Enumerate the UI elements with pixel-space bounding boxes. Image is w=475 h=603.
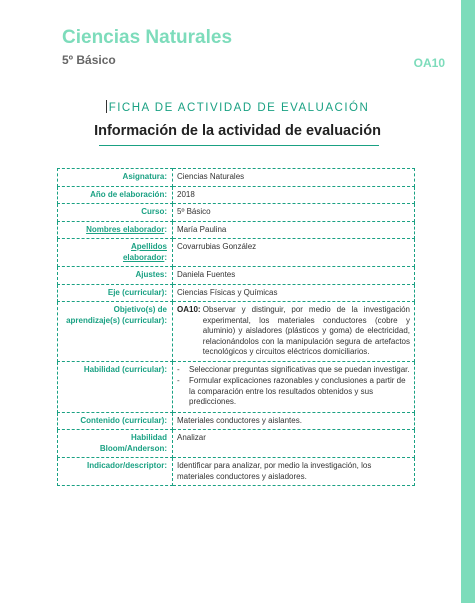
label-suffix: : bbox=[164, 252, 167, 262]
document-title: Información de la actividad de evaluación bbox=[94, 123, 381, 139]
row-label: Objetivo(s) de aprendizaje(s) (curricular): bbox=[58, 302, 173, 362]
label-suffix: : bbox=[164, 224, 167, 234]
row-label: Asignatura: bbox=[58, 169, 173, 187]
text-cursor bbox=[106, 100, 107, 113]
table-row bbox=[58, 221, 415, 239]
list-item bbox=[177, 376, 410, 408]
table-row bbox=[58, 204, 415, 222]
row-value: Ciencias Físicas y Químicas bbox=[173, 284, 415, 302]
header-subject: Ciencias Naturales bbox=[62, 27, 233, 48]
bullet-dash: - bbox=[177, 376, 180, 385]
row-value: Covarrubias González bbox=[173, 239, 415, 267]
row-label: Indicador/descriptor: bbox=[58, 458, 173, 486]
list-item-text: Formular explicaciones razonables y conclusiones a partir de la comparación entre los resultados obtenidos y sus predicciones. bbox=[189, 376, 406, 406]
kicker-text: FICHA DE ACTIVIDAD DE EVALUACIÓN bbox=[108, 102, 370, 114]
row-value: Ciencias Naturales bbox=[173, 169, 415, 187]
row-label: Habilidad (curricular): bbox=[58, 361, 173, 412]
row-label: Habilidad Bloom/Anderson: bbox=[58, 430, 173, 458]
row-value: Daniela Fuentes bbox=[173, 267, 415, 285]
table-row bbox=[58, 430, 415, 458]
row-value bbox=[173, 361, 415, 412]
row-label bbox=[58, 221, 173, 239]
table-row bbox=[58, 412, 415, 430]
row-label bbox=[58, 239, 173, 267]
row-value: 2018 bbox=[173, 186, 415, 204]
row-value: María Paulina bbox=[173, 221, 415, 239]
header-grade: 5º Básico bbox=[62, 53, 116, 67]
activity-info-table bbox=[57, 168, 415, 486]
table-row bbox=[58, 169, 415, 187]
row-value: 5º Básico bbox=[173, 204, 415, 222]
row-label: Ajustes: bbox=[58, 267, 173, 285]
objective-block bbox=[177, 305, 410, 358]
label-underlined-line1: Apellidos bbox=[130, 242, 167, 251]
decorative-side-bar bbox=[461, 0, 475, 603]
table-row bbox=[58, 186, 415, 204]
objective-code: OA10: bbox=[177, 305, 201, 314]
row-label: Eje (curricular): bbox=[58, 284, 173, 302]
label-underlined: Nombres elaborador bbox=[86, 224, 165, 234]
list-item bbox=[177, 365, 410, 376]
row-label: Curso: bbox=[58, 204, 173, 222]
title-underline bbox=[99, 145, 379, 146]
label-underlined-line2: elaborador bbox=[122, 252, 165, 262]
table-row bbox=[58, 302, 415, 362]
list-item-text: Seleccionar preguntas significativas que se puedan investigar. bbox=[189, 364, 410, 374]
table-row bbox=[58, 361, 415, 412]
table-row bbox=[58, 267, 415, 285]
table-row bbox=[58, 239, 415, 267]
row-value: Analizar bbox=[173, 430, 415, 458]
document-kicker bbox=[0, 100, 475, 114]
bullet-dash: - bbox=[177, 364, 180, 374]
row-value: Identificar para analizar, por medio la investigación, los materiales conductores y aisladores. bbox=[173, 458, 415, 486]
objective-text: Observar y distinguir, por medio de la investigación experimental, los materiales conductores (cobre y aluminio) y aisladores (plásticos y goma) de electricidad, relacionándolos con la manipulación segura de artefactos tecnológicos y circuitos eléctricos domiciliarios. bbox=[202, 305, 410, 356]
table-row bbox=[58, 458, 415, 486]
header-objective-code: OA10 bbox=[413, 56, 445, 70]
row-value bbox=[173, 302, 415, 362]
row-label: Año de elaboración: bbox=[58, 186, 173, 204]
table-row bbox=[58, 284, 415, 302]
row-value: Materiales conductores y aislantes. bbox=[173, 412, 415, 430]
row-label: Contenido (curricular): bbox=[58, 412, 173, 430]
